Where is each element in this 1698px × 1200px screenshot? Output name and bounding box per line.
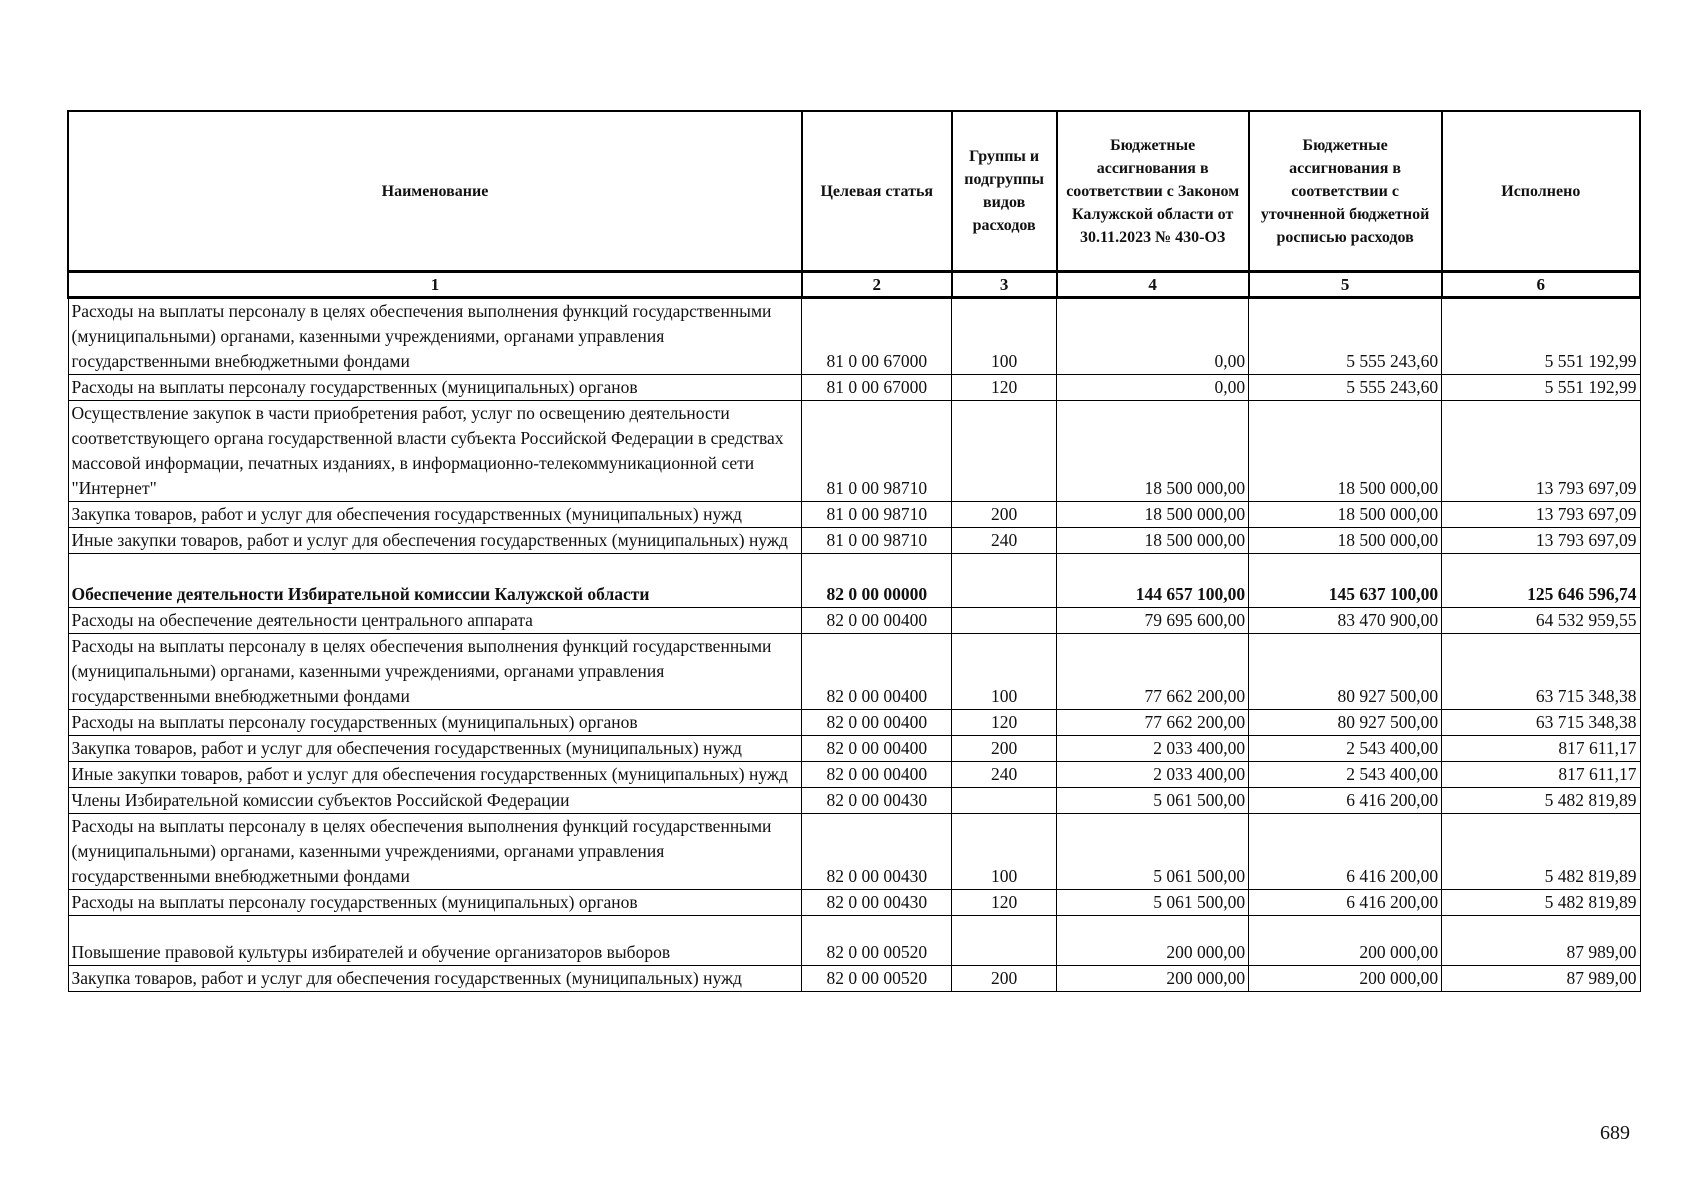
row-executed-amount: 13 793 697,09 <box>1442 528 1640 554</box>
row-name: Расходы на обеспечение деятельности центрального аппарата <box>68 608 802 634</box>
row-code: 82 0 00 00000 <box>802 554 952 608</box>
row-code: 81 0 00 98710 <box>802 528 952 554</box>
row-refined-amount: 200 000,00 <box>1249 916 1442 966</box>
row-law-amount: 77 662 200,00 <box>1057 634 1249 710</box>
row-executed-amount: 13 793 697,09 <box>1442 401 1640 502</box>
header-law-allocations: Бюджетные ассигнования в соответствии с Законом Калужской области от 30.11.2023 № 430-ОЗ <box>1057 111 1249 272</box>
row-refined-amount: 83 470 900,00 <box>1249 608 1442 634</box>
row-executed-amount: 5 551 192,99 <box>1442 375 1640 401</box>
row-refined-amount: 5 555 243,60 <box>1249 298 1442 375</box>
header-refined-allocations: Бюджетные ассигнования в соответствии с уточненной бюджетной росписью расходов <box>1249 111 1442 272</box>
table-row <box>68 375 1640 401</box>
row-law-amount: 144 657 100,00 <box>1057 554 1249 608</box>
row-refined-amount: 6 416 200,00 <box>1249 788 1442 814</box>
row-refined-amount: 200 000,00 <box>1249 966 1442 992</box>
row-code: 82 0 00 00400 <box>802 762 952 788</box>
table-row <box>68 401 1640 502</box>
row-name: Закупка товаров, работ и услуг для обеспечения государственных (муниципальных) нужд <box>68 502 802 528</box>
row-group: 120 <box>952 375 1057 401</box>
row-code: 82 0 00 00400 <box>802 736 952 762</box>
page-number: 689 <box>1600 1122 1630 1144</box>
column-number-row <box>68 272 1640 298</box>
row-executed-amount: 5 482 819,89 <box>1442 814 1640 890</box>
row-name: Расходы на выплаты персоналу в целях обеспечения выполнения функций государственными (муниципальными) органами, казенными учреждениями, органами управления государственными внебюджетными фондами <box>68 298 802 375</box>
row-code: 81 0 00 67000 <box>802 298 952 375</box>
row-refined-amount: 6 416 200,00 <box>1249 890 1442 916</box>
row-name: Иные закупки товаров, работ и услуг для обеспечения государственных (муниципальных) нужд <box>68 762 802 788</box>
row-group <box>952 554 1057 608</box>
budget-table <box>67 110 1641 992</box>
row-name: Расходы на выплаты персоналу государственных (муниципальных) органов <box>68 710 802 736</box>
row-name: Обеспечение деятельности Избирательной комиссии Калужской области <box>68 554 802 608</box>
row-law-amount: 0,00 <box>1057 298 1249 375</box>
row-name: Расходы на выплаты персоналу в целях обеспечения выполнения функций государственными (муниципальными) органами, казенными учреждениями, органами управления государственными внебюджетными фондами <box>68 814 802 890</box>
table-row <box>68 890 1640 916</box>
row-code: 82 0 00 00430 <box>802 890 952 916</box>
column-number: 6 <box>1442 272 1640 298</box>
row-law-amount: 200 000,00 <box>1057 916 1249 966</box>
row-code: 82 0 00 00400 <box>802 634 952 710</box>
row-executed-amount: 817 611,17 <box>1442 762 1640 788</box>
row-refined-amount: 2 543 400,00 <box>1249 762 1442 788</box>
table-row <box>68 762 1640 788</box>
row-group: 200 <box>952 966 1057 992</box>
table-row <box>68 608 1640 634</box>
row-law-amount: 18 500 000,00 <box>1057 528 1249 554</box>
row-executed-amount: 63 715 348,38 <box>1442 634 1640 710</box>
row-group: 100 <box>952 298 1057 375</box>
row-code: 82 0 00 00430 <box>802 814 952 890</box>
column-number: 4 <box>1057 272 1249 298</box>
table-row <box>68 298 1640 375</box>
row-group: 200 <box>952 502 1057 528</box>
table-row-section-total <box>68 554 1640 608</box>
row-code: 82 0 00 00520 <box>802 916 952 966</box>
row-law-amount: 5 061 500,00 <box>1057 890 1249 916</box>
row-code: 82 0 00 00400 <box>802 710 952 736</box>
row-group <box>952 788 1057 814</box>
row-group <box>952 608 1057 634</box>
row-refined-amount: 145 637 100,00 <box>1249 554 1442 608</box>
header-executed: Исполнено <box>1442 111 1640 272</box>
row-law-amount: 2 033 400,00 <box>1057 762 1249 788</box>
table-row <box>68 916 1640 966</box>
column-number: 5 <box>1249 272 1442 298</box>
table-row <box>68 710 1640 736</box>
row-refined-amount: 5 555 243,60 <box>1249 375 1442 401</box>
column-number: 2 <box>802 272 952 298</box>
table-row <box>68 966 1640 992</box>
row-group: 240 <box>952 528 1057 554</box>
row-refined-amount: 80 927 500,00 <box>1249 710 1442 736</box>
row-name: Расходы на выплаты персоналу государственных (муниципальных) органов <box>68 890 802 916</box>
row-name: Закупка товаров, работ и услуг для обеспечения государственных (муниципальных) нужд <box>68 736 802 762</box>
row-refined-amount: 6 416 200,00 <box>1249 814 1442 890</box>
row-executed-amount: 13 793 697,09 <box>1442 502 1640 528</box>
row-refined-amount: 80 927 500,00 <box>1249 634 1442 710</box>
budget-document <box>67 110 1641 992</box>
row-law-amount: 2 033 400,00 <box>1057 736 1249 762</box>
row-executed-amount: 5 482 819,89 <box>1442 788 1640 814</box>
table-row <box>68 634 1640 710</box>
header-row <box>68 111 1640 272</box>
row-executed-amount: 817 611,17 <box>1442 736 1640 762</box>
row-code: 82 0 00 00430 <box>802 788 952 814</box>
row-law-amount: 18 500 000,00 <box>1057 502 1249 528</box>
row-group: 100 <box>952 634 1057 710</box>
row-group <box>952 916 1057 966</box>
column-number: 3 <box>952 272 1057 298</box>
row-name: Иные закупки товаров, работ и услуг для обеспечения государственных (муниципальных) нужд <box>68 528 802 554</box>
row-refined-amount: 2 543 400,00 <box>1249 736 1442 762</box>
row-refined-amount: 18 500 000,00 <box>1249 528 1442 554</box>
row-group: 100 <box>952 814 1057 890</box>
row-code: 82 0 00 00400 <box>802 608 952 634</box>
row-law-amount: 0,00 <box>1057 375 1249 401</box>
row-code: 81 0 00 98710 <box>802 401 952 502</box>
row-refined-amount: 18 500 000,00 <box>1249 401 1442 502</box>
table-row <box>68 814 1640 890</box>
row-group: 240 <box>952 762 1057 788</box>
row-group: 200 <box>952 736 1057 762</box>
row-name: Расходы на выплаты персоналу в целях обеспечения выполнения функций государственными (муниципальными) органами, казенными учреждениями, органами управления государственными внебюджетными фондами <box>68 634 802 710</box>
row-executed-amount: 63 715 348,38 <box>1442 710 1640 736</box>
row-executed-amount: 87 989,00 <box>1442 916 1640 966</box>
table-row <box>68 736 1640 762</box>
row-refined-amount: 18 500 000,00 <box>1249 502 1442 528</box>
row-law-amount: 77 662 200,00 <box>1057 710 1249 736</box>
row-executed-amount: 125 646 596,74 <box>1442 554 1640 608</box>
column-number: 1 <box>68 272 802 298</box>
row-group: 120 <box>952 710 1057 736</box>
row-executed-amount: 5 551 192,99 <box>1442 298 1640 375</box>
row-executed-amount: 5 482 819,89 <box>1442 890 1640 916</box>
row-name: Осуществление закупок в части приобретения работ, услуг по освещению деятельности соответствующего органа государственной власти субъекта Российской Федерации в средствах массовой информации, печатных изданиях, в информационно-телекоммуникационной сети "Интернет" <box>68 401 802 502</box>
header-target-article: Целевая статья <box>802 111 952 272</box>
table-row <box>68 528 1640 554</box>
row-group: 120 <box>952 890 1057 916</box>
row-name: Расходы на выплаты персоналу государственных (муниципальных) органов <box>68 375 802 401</box>
row-executed-amount: 64 532 959,55 <box>1442 608 1640 634</box>
row-name: Члены Избирательной комиссии субъектов Российской Федерации <box>68 788 802 814</box>
row-law-amount: 5 061 500,00 <box>1057 788 1249 814</box>
row-group <box>952 401 1057 502</box>
row-code: 82 0 00 00520 <box>802 966 952 992</box>
header-expense-groups: Группы и подгруппы видов расходов <box>952 111 1057 272</box>
row-law-amount: 200 000,00 <box>1057 966 1249 992</box>
row-law-amount: 18 500 000,00 <box>1057 401 1249 502</box>
header-name: Наименование <box>68 111 802 272</box>
row-executed-amount: 87 989,00 <box>1442 966 1640 992</box>
row-law-amount: 79 695 600,00 <box>1057 608 1249 634</box>
row-code: 81 0 00 67000 <box>802 375 952 401</box>
table-row <box>68 502 1640 528</box>
row-law-amount: 5 061 500,00 <box>1057 814 1249 890</box>
table-row <box>68 788 1640 814</box>
row-name: Закупка товаров, работ и услуг для обеспечения государственных (муниципальных) нужд <box>68 966 802 992</box>
row-code: 81 0 00 98710 <box>802 502 952 528</box>
row-name: Повышение правовой культуры избирателей и обучение организаторов выборов <box>68 916 802 966</box>
